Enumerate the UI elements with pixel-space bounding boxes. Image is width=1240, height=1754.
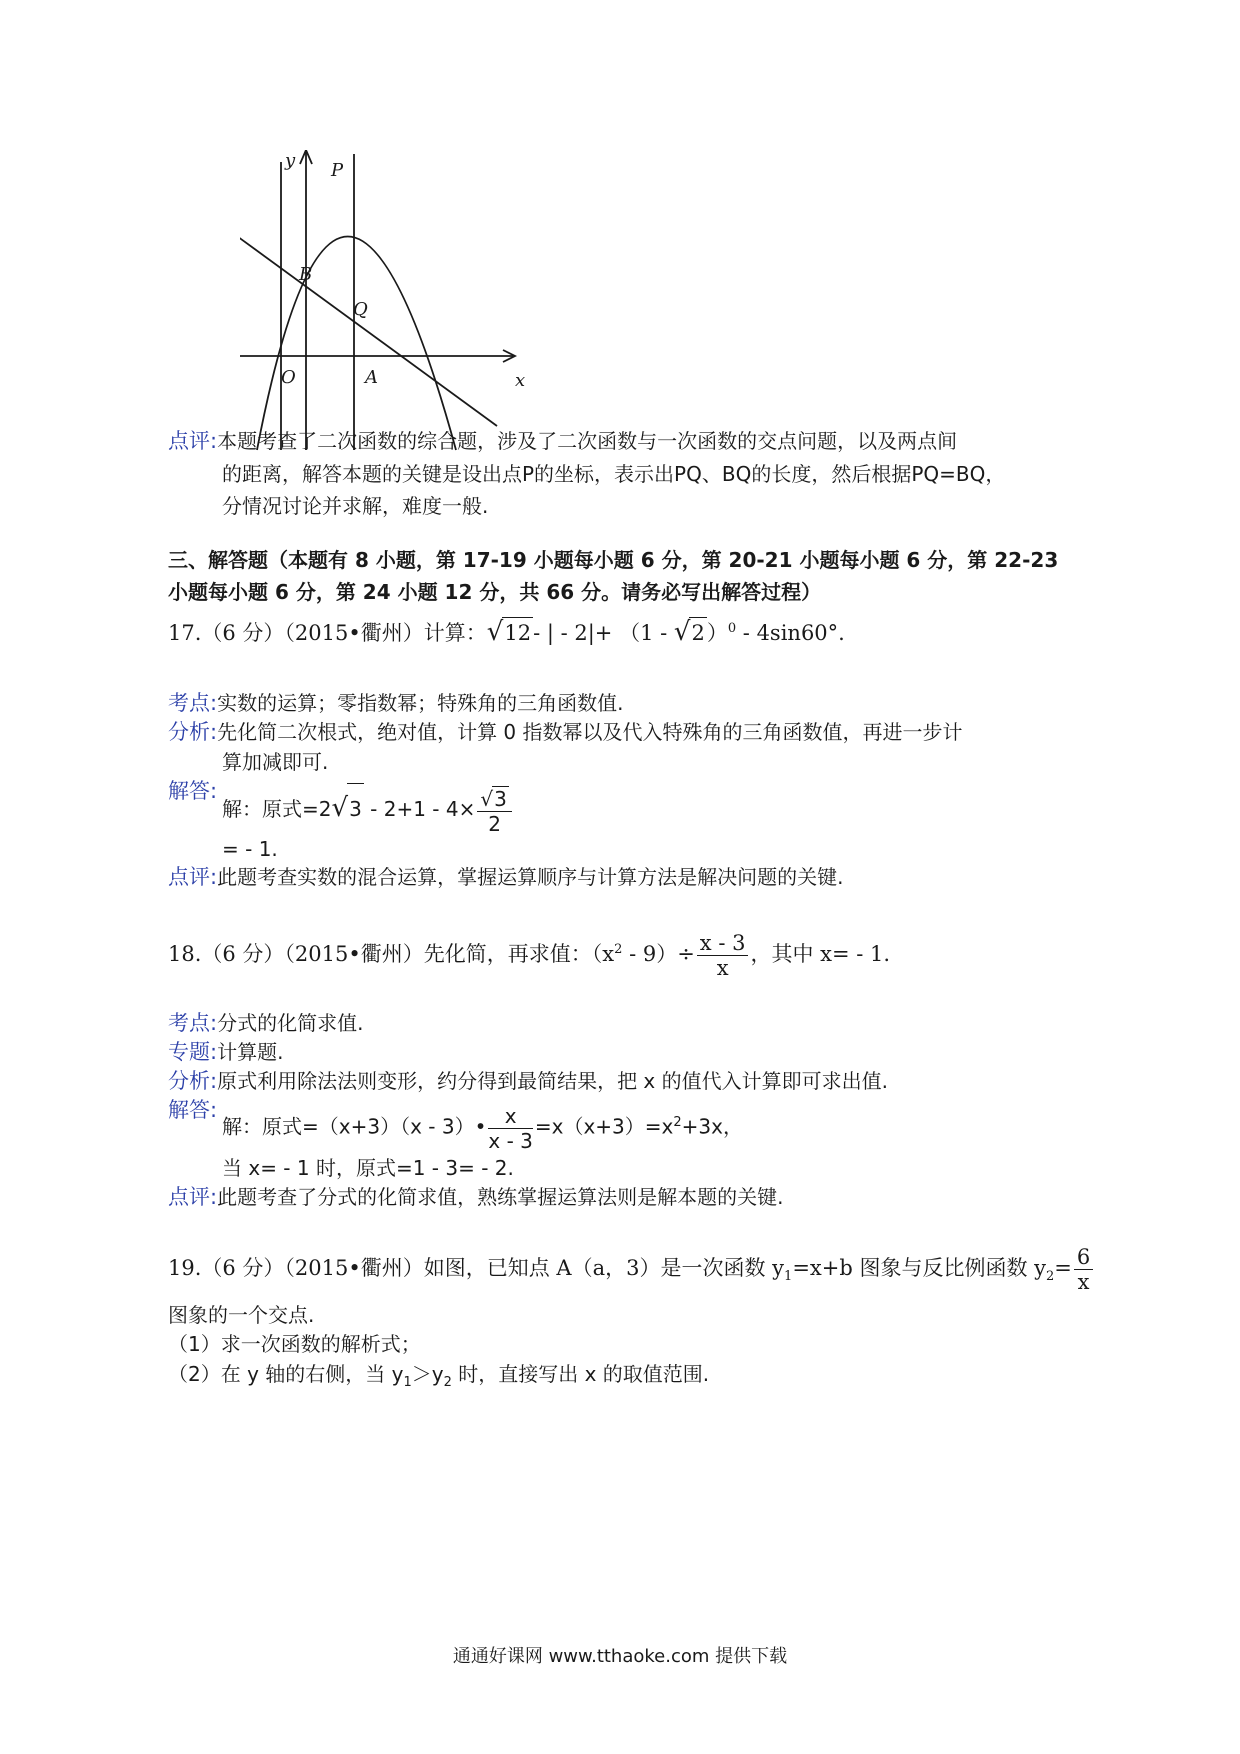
q19-part1: （1）求一次函数的解析式； [168, 1332, 421, 1356]
q17-solution: 解：原式=2√3 - 2+1 - 4× $\frac{√3}{2}$ [222, 783, 514, 836]
section-heading-line1: 三、解答题（本题有 8 小题，第 17-19 小题每小题 6 分，第 20-21 小题每小题 6 分，第 22-23 [168, 548, 1059, 572]
q18-dianping: 点评:此题考查了分式的化简求值，熟练掌握运算法则是解本题的关键. [168, 1185, 784, 1209]
section-heading-line2: 小题每小题 6 分，第 24 小题 12 分，共 66 分。请务必写出解答过程） [168, 580, 822, 604]
sqrt-icon: √ [480, 786, 494, 811]
label-y: y [285, 150, 296, 171]
review16-line2: 的距离，解答本题的关键是设出点P的坐标，表示出PQ、BQ的长度，然后根据PQ=BQ， [222, 462, 1006, 486]
q17-dianping: 点评:此题考查实数的混合运算，掌握运算顺序与计算方法是解决问题的关键. [168, 865, 844, 889]
q18-fenxi: 分析:原式利用除法法则变形，约分得到最简结果，把 x 的值代入计算即可求出值. [168, 1069, 888, 1093]
parabola-curve [257, 237, 456, 451]
fraction: $\frac{6}{x}$ [1074, 1245, 1093, 1294]
sqrt-icon: √ [673, 617, 691, 647]
page-footer: 通通好课网 www.tthaoke.com 提供下载 [452, 1646, 788, 1667]
straight-line [240, 231, 497, 426]
function-graph-figure [240, 150, 530, 460]
q17-jieda-label: 解答: [168, 779, 218, 803]
review16-line1: 点评:本题考查了二次函数的综合题，涉及了二次函数与一次函数的交点问题，以及两点间 [168, 429, 958, 453]
sqrt-icon: √ [331, 793, 349, 823]
label-Q: Q [353, 299, 368, 320]
q18-solution-line2: 当 x= - 1 时，原式=1 - 3= - 2. [222, 1156, 514, 1180]
q18-kaodian: 考点:分式的化简求值. [168, 1011, 364, 1035]
q18-question: 18.（6 分）（2015•衢州）先化简，再求值：$(x^2 - 9)\div$ $\frac{x - 3}{x}$ ，其中 x= - 1. [168, 931, 891, 980]
q19-part2: （2）在 y 轴的右侧，当 $y_1>y_2$ 时，直接写出 x 的取值范围. [168, 1362, 710, 1390]
q18-solution: 解：原式=（x+3）（x - 3）• $\frac{x}{x - 3}$ $=x(x+3)=x^2+3x$， [222, 1103, 743, 1153]
q17-kaodian: 考点:实数的运算；零指数幂；特殊角的三角函数值. [168, 691, 624, 715]
fraction: $\frac{x}{x - 3}$ [488, 1103, 533, 1153]
review-label: 点评: [168, 429, 218, 453]
q19-line2: 图象的一个交点. [168, 1303, 315, 1327]
review16-line3: 分情况讨论并求解，难度一般. [222, 494, 489, 518]
q17-fenxi-line2: 算加减即可. [222, 750, 329, 774]
label-P: P [331, 160, 344, 181]
q18-zhuanti: 专题:计算题. [168, 1040, 284, 1064]
q17-fenxi: 分析:先化简二次根式，绝对值，计算 0 指数幂以及代入特殊角的三角函数值，再进一步计 [168, 720, 963, 744]
q19-question: 19.（6 分）（2015•衢州）如图，已知点 A（a，3）是一次函数 $y_1=x+b$ 图象与反比例函数 $y_2=$ $\frac{6}{x}$ [168, 1243, 1095, 1302]
fraction: $\frac{√3}{2}$ [477, 786, 511, 836]
q18-jieda-label: 解答: [168, 1098, 218, 1122]
sqrt-icon: √ [486, 617, 504, 647]
label-B: B [299, 264, 313, 285]
q17-question: 17.（6 分）（2015•衢州）计算：√12- | - 2|+ （1 - √2）$^0$ - 4sin60°. [168, 617, 845, 647]
fraction: $\frac{x - 3}{x}$ [697, 931, 749, 980]
label-A: A [365, 367, 378, 388]
label-O: O [281, 367, 296, 388]
label-x: x [515, 370, 526, 391]
q17-solution-line2: = - 1. [222, 837, 278, 861]
